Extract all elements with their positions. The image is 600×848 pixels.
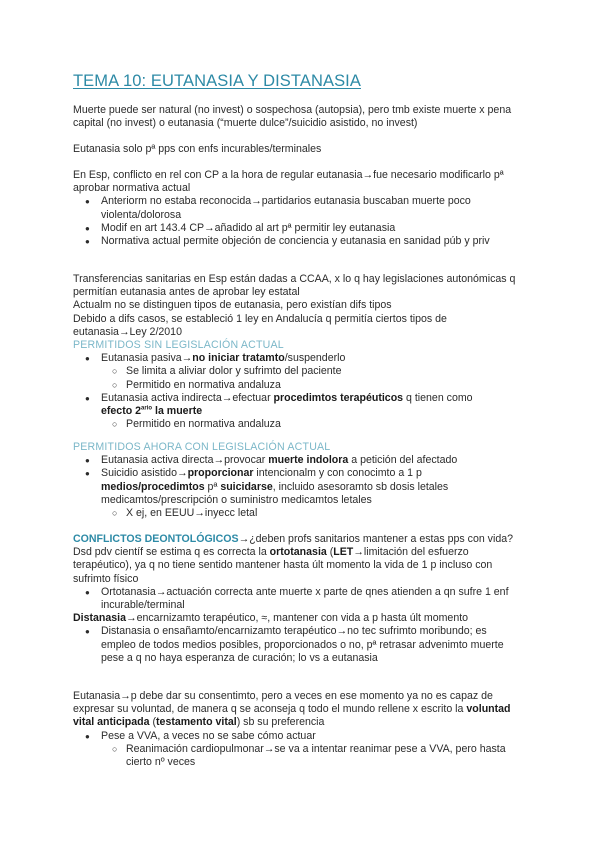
distanasia-bold: Distanasia (73, 612, 126, 625)
final-post: ) sb su preferencia (236, 716, 325, 729)
suic-bold-2: medios/procedimtos (101, 480, 205, 493)
intro-text: Muerte puede ser natural (no invest) o sospechosa (autopsia), pero tmb existe muerte x pena capital (no invest) o eutanasia (“muerte dulce”/suicidio asistido, no invest) (73, 104, 512, 130)
solo-text: Eutanasia solo pª pps con enfs incurables/terminales (73, 143, 322, 155)
ahora-legislacion-heading: PERMITIDOS AHORA CON LEGISLACIÓN ACTUAL (73, 441, 331, 453)
pasiva-bold: no iniciar tratamto (192, 352, 285, 365)
final-bullet-text: Pese a VVA, a veces no se sabe cómo actuar (101, 729, 316, 742)
list-item: ● Ortotanasia→actuación correcta ante muerte x parte de qnes atienden a qn sufre 1 enf incurable/terminal (73, 586, 523, 612)
list-item: ● Normativa actual permite objeción de conciencia y eutanasia en sanidad púb y priv (73, 235, 523, 248)
distanasia-paragraph (73, 612, 523, 625)
solo-paragraph (73, 143, 523, 156)
directa-bold: muerte indolora (268, 454, 349, 467)
page-title: TEMA 10: EUTANASIA Y DISTANASIA (73, 72, 361, 90)
list-item (73, 467, 523, 520)
list-item: ● Anteriorm no estaba reconocida→partidarios eutanasia buscaban muerte poco violenta/dolorosa (73, 195, 523, 221)
ahora-legislacion-list (73, 454, 523, 520)
ahora-section (73, 441, 523, 520)
suic-mid-1: intencionalm y con conocimto a 1 p (253, 467, 422, 480)
esp-list (73, 195, 523, 248)
efecto-sup: ario (141, 405, 153, 412)
directa-text: Eutanasia activa directa→provocar (101, 454, 269, 467)
list-item (73, 730, 523, 770)
activa-text: Eutanasia activa indirecta→efectuar (101, 391, 274, 404)
ortotanasia-paragraph (73, 546, 523, 586)
transfer-section (73, 273, 523, 431)
list-item: ● Modif en art 143.4 CP→añadido al art pª permitir ley eutanasia (73, 222, 523, 235)
intro-paragraph (73, 104, 523, 130)
transfer-text-1: Transferencias sanitarias en Esp están dadas a CCAA, x lo q hay legislaciones autonómicas q permitían eutanasia antes de aprobar ley estatal (73, 273, 516, 299)
orto-pre: Dsd pdv científ se estima q es correcta la (73, 546, 270, 559)
distanasia-post: →encarnizamto terapéutico, ≈, mantener con vida a p hasta últ momento (126, 612, 469, 625)
orto-bold: ortotanasia (269, 546, 327, 559)
final-section (73, 690, 523, 769)
efecto-a: efecto 2 (101, 405, 142, 418)
pasiva-post: /suspenderlo (284, 352, 346, 365)
conflictos-intro (73, 533, 523, 546)
efecto-bold (101, 405, 202, 417)
final-paragraph (73, 690, 523, 730)
transfer-text-2: Actualm no se distinguen tipos de eutanasia, pero existían difs tipos (73, 299, 392, 312)
efecto-b: la muerte (152, 405, 203, 418)
list-item: ● Distanasia o ensañamto/encarnizamto terapéutico→no tec sufrimto moribundo; es empleo de todos medios posibles, proporcionados o no, pª retrasar advenimto muerte pese a q no haya esperanza de curación; lo vs a eutanasia (73, 625, 523, 665)
activa-bold: procedimtos terapéuticos (273, 391, 404, 404)
list-item: ○ Permitido en normativa andaluza (73, 418, 523, 431)
esp-text: En Esp, conflicto en rel con CP a la hora de regular eutanasia→fue necesario modificarlo pª aprobar normativa actual (73, 169, 504, 195)
orto-mid: ( (326, 546, 334, 559)
conflictos-question: →¿deben profs sanitarios mantener a estas pps con vida? (238, 533, 514, 545)
list-item (73, 352, 523, 392)
suic-text: Suicidio asistido→ (101, 467, 188, 480)
ortotanasia-list (73, 586, 523, 612)
testamento-bold: testamento vital (156, 716, 237, 729)
final-list (73, 730, 523, 770)
sin-legislacion-list (73, 352, 523, 431)
list-item: ○ Se limita a aliviar dolor y sufrimto del paciente (73, 365, 523, 378)
directa-post: a petición del afectado (348, 454, 458, 467)
final-pre: Eutanasia→p debe dar su consentimto, pero a veces en ese momento ya no es capaz de expresar su voluntad, de manera q se aconseja q todo el mundo rellene x escrito la (73, 690, 493, 716)
orto-post: →limitación del esfuerzo terapéutico), ya q no tiene sentido mantener hasta últ momento la vida de 1 p incluso con sufrimto físico (73, 546, 493, 585)
activa-post: q tienen como (403, 391, 473, 404)
final-sublist (73, 743, 523, 769)
distanasia-list (73, 625, 523, 665)
suic-bold-1: proporcionar (187, 467, 254, 480)
pasiva-sublist (73, 365, 523, 391)
conflictos-section (73, 533, 523, 665)
suic-mid-2: pª (204, 480, 221, 493)
list-item: ○ Permitido en normativa andaluza (73, 379, 523, 392)
suic-post: , incluido asesoramto sb dosis letales medicamtos/prescripción o suministro medicamtos letales (101, 480, 449, 506)
list-item: ○ Reanimación cardiopulmonar→se va a intentar reanimar pese a VVA, pero hasta cierto nº veces (73, 743, 523, 769)
pasiva-text: Eutanasia pasiva→ (101, 352, 193, 365)
list-item: ○ X ej, en EEUU→inyecc letal (73, 507, 523, 520)
conflictos-heading: CONFLICTOS DEONTOLÓGICOS (73, 533, 239, 545)
vva-bold: voluntad vital anticipada (73, 703, 511, 729)
list-item (73, 392, 523, 432)
list-item (73, 454, 523, 467)
let-bold: LET (333, 546, 354, 559)
suic-bold-3: suicidarse (220, 480, 273, 493)
sin-legislacion-heading: PERMITIDOS SIN LEGISLACIÓN ACTUAL (73, 339, 284, 352)
final-mid: ( (149, 716, 157, 729)
transfer-text-3: Debido a difs casos, se estableció 1 ley en Andalucía q permitía ciertos tipos de eutanasia→Ley 2/2010 (73, 312, 447, 338)
suic-sublist (73, 507, 523, 520)
activa-sublist (73, 418, 523, 431)
esp-section (73, 169, 523, 248)
